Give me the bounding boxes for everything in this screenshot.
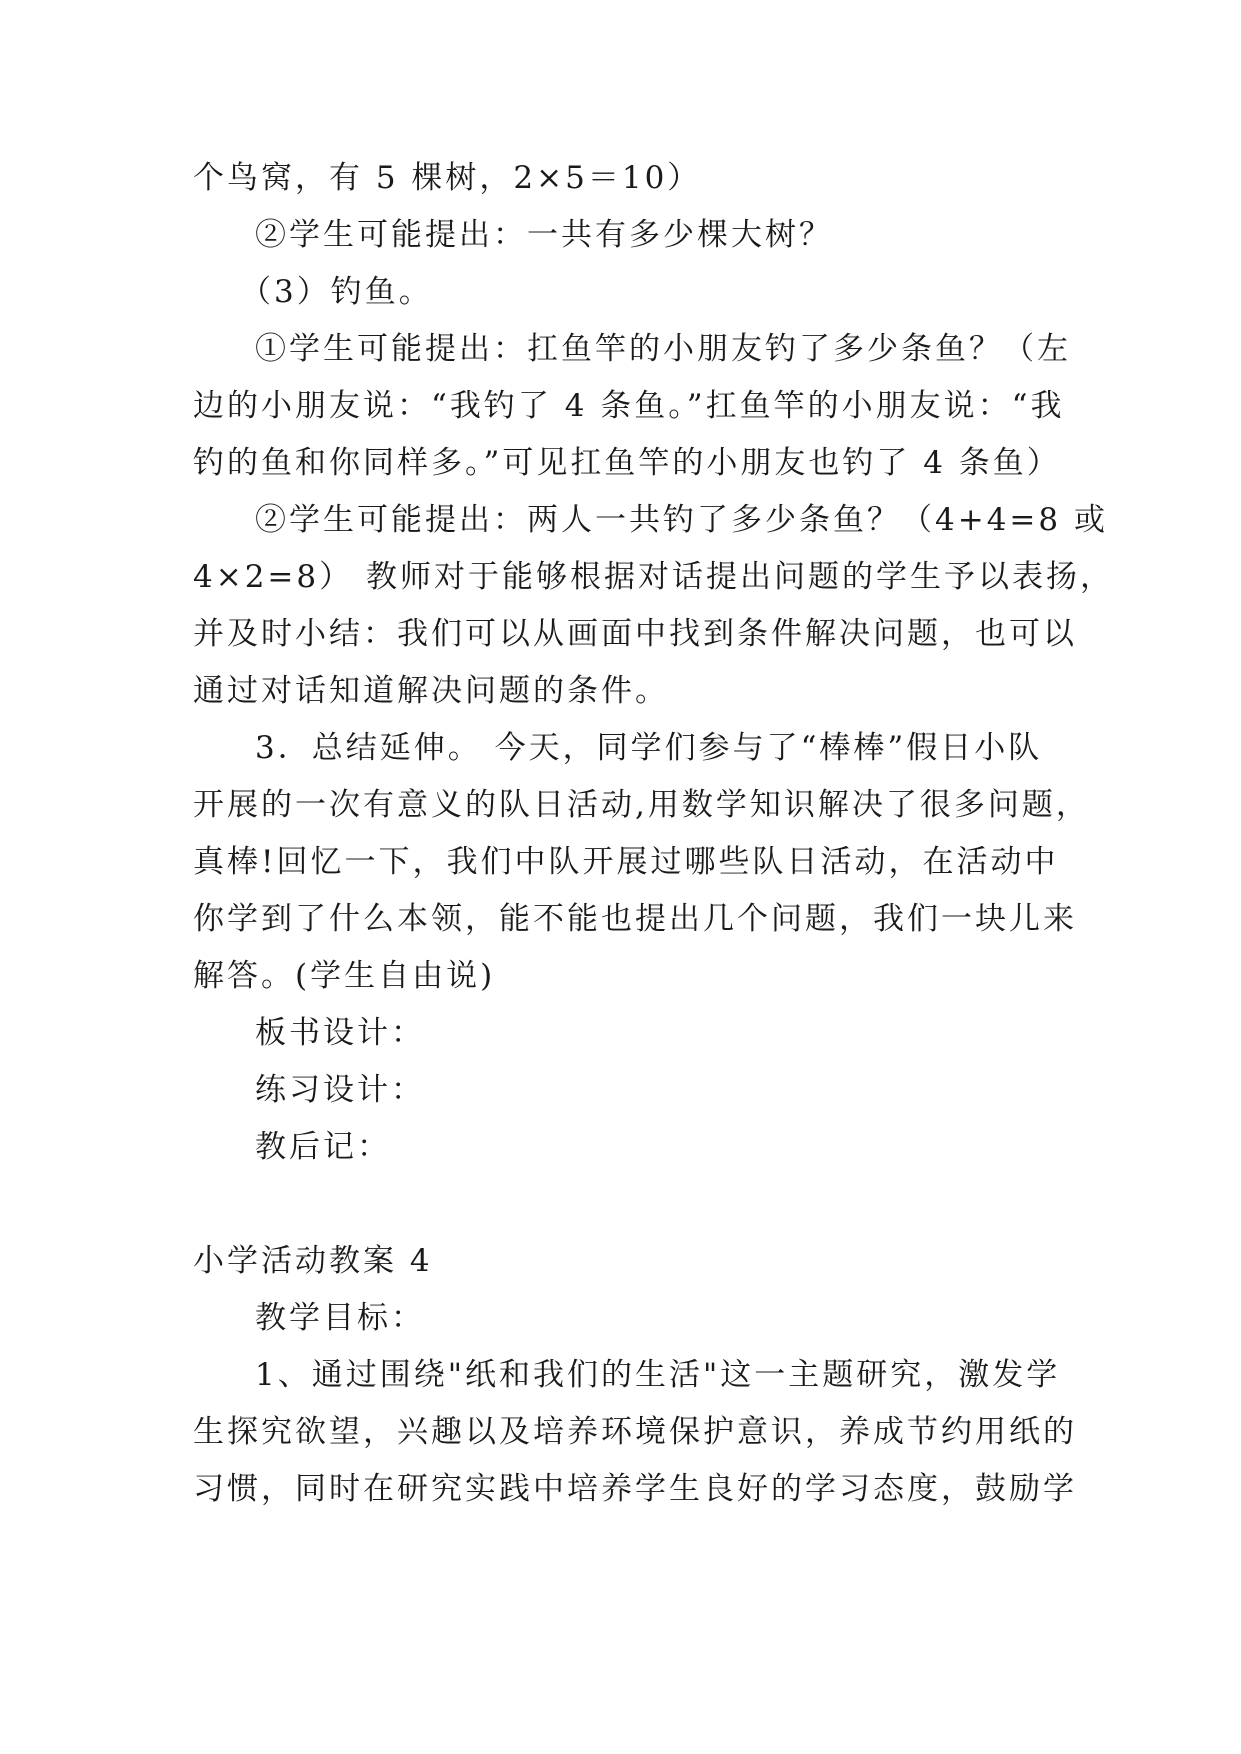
section-title: 小学活动教案 4: [193, 1243, 433, 1279]
text-line: 真棒!回忆一下，我们中队开展过哪些队日活动，在活动中: [193, 844, 1059, 880]
text-line: 板书设计：: [255, 1015, 425, 1051]
text-line: 4×2=8） 教师对于能够根据对话提出问题的学生予以表扬，: [193, 559, 1114, 595]
text-line: 通过对话知道解决问题的条件。: [193, 673, 669, 709]
text-line: 教后记：: [255, 1129, 391, 1165]
text-line: ②学生可能提出：两人一共钓了多少条鱼？（4+4=8 或: [255, 502, 1108, 538]
text-line: 生探究欲望，兴趣以及培养环境保护意识，养成节约用纸的: [193, 1414, 1077, 1450]
text-line: 个鸟窝，有 5 棵树，2×5＝10）: [193, 160, 702, 196]
text-line: 并及时小结：我们可以从画面中找到条件解决问题，也可以: [193, 616, 1077, 652]
text-line: ①学生可能提出：扛鱼竿的小朋友钓了多少条鱼？（左: [255, 331, 1071, 367]
text-line: （3）钓鱼。: [240, 274, 433, 310]
text-line: 钓的鱼和你同样多。”可见扛鱼竿的小朋友也钓了 4 条鱼）: [193, 445, 1061, 481]
text-line: 你学到了什么本领，能不能也提出几个问题，我们一块儿来: [193, 901, 1077, 937]
text-line: ②学生可能提出：一共有多少棵大树？: [255, 217, 833, 253]
text-line: 解答。(学生自由说): [193, 958, 496, 994]
text-line: 边的小朋友说：“我钓了 4 条鱼。”扛鱼竿的小朋友说：“我: [193, 388, 1065, 424]
text-line: 教学目标：: [255, 1300, 425, 1336]
text-line: 练习设计：: [255, 1072, 425, 1108]
text-line: 开展的一次有意义的队日活动,用数学知识解决了很多问题，: [193, 787, 1090, 823]
text-line: 3．总结延伸。 今天，同学们参与了“棒棒”假日小队: [255, 730, 1043, 766]
text-line: 1、通过围绕"纸和我们的生活"这一主题研究，激发学: [255, 1357, 1061, 1393]
text-line: 习惯，同时在研究实践中培养学生良好的学习态度，鼓励学: [193, 1471, 1077, 1507]
